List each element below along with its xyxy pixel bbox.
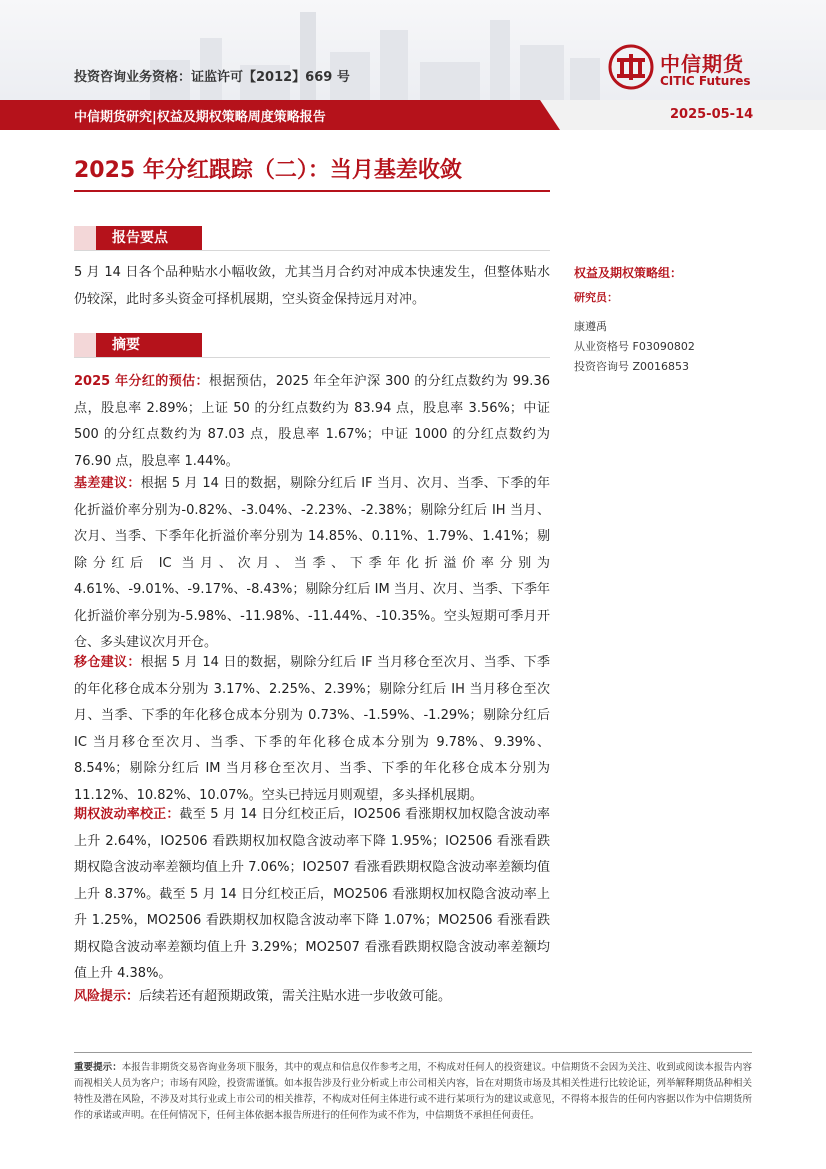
researcher-name: 康遵禹 — [574, 320, 607, 333]
paragraph-label: 期权波动率校正： — [74, 807, 180, 822]
abstract-paragraph-basis — [74, 471, 550, 657]
logo-english-name: CITIC Futures — [660, 74, 751, 88]
consulting-number: 投资咨询号 Z0016853 — [574, 360, 690, 373]
section-divider — [74, 250, 550, 251]
disclaimer-label: 重要提示： — [74, 1062, 122, 1073]
paragraph-text: 根据预估，2025 年全年沪深 300 的分红点数约为 99.36 点，股息率 2.89%；上证 50 的分红点数约为 83.94 点，股息率 3.56%；中证 500 的分红点数约为 87.03 点，股息率 1.67%；中证 1000 的分红点数约为 76.90 点，股息率 1.44%。 — [74, 374, 550, 469]
abstract-paragraph-volatility — [74, 802, 550, 988]
section-divider — [74, 357, 550, 358]
logo-chinese-name: 中信期货 — [660, 52, 744, 76]
paragraph-text: 截至 5 月 14 日分红校正后，IO2506 看涨期权加权隐含波动率上升 2.64%，IO2506 看跌期权加权隐含波动率下降 1.95%；IO2506 看涨看跌期权隐含波动率差额均值上升 7.06%；IO2507 看涨看跌期权隐含波动率差额均值上升 8.37%。截至 5 月 14 日分红校正后，MO2506 看涨期权加权隐含波动率上升 1.25%，MO2506 看跌期权加权隐含波动率下降 1.07%；MO2506 看涨看跌期权隐含波动率差额均值上升 3.29%；MO2507 看涨看跌期权隐含波动率差额均值上升 4.38%。 — [74, 807, 550, 981]
key-points-heading: 报告要点 — [74, 226, 202, 250]
paragraph-text: 根据 5 月 14 日的数据，剔除分红后 IF 当月、次月、当季、下季的年化折溢价率分别为-0.82%、-3.04%、-2.23%、-2.38%；剔除分红后 IH 当月、次月、当季、下季年化折溢价率分别为 14.85%、0.11%、1.79%、1.41%；剔除分红后 IC 当月、次月、当季、下季年化折溢价率分别为 4.61%、-9.01%、-9.17%、-8.43%；剔除分红后 IM 当月、次月、当季、下季年化折溢价率分别为-5.98%、-11.98%、-11.44%、-10.35%。空头短期可季月开仓、多头建议次月开仓。 — [74, 476, 550, 650]
researcher-role: 研究员： — [574, 291, 618, 304]
page-title: 2025 年分红跟踪（二）：当月基差收敛 — [74, 158, 462, 183]
report-series: 中信期货研究|权益及期权策略周度策略报告 — [74, 110, 326, 125]
abstract-paragraph-risk — [74, 984, 550, 1011]
disclaimer — [74, 1060, 752, 1124]
abstract-paragraph-rollover — [74, 650, 550, 809]
report-date: 2025-05-14 — [670, 107, 754, 122]
paragraph-label: 风险提示： — [74, 989, 140, 1004]
footer-divider — [74, 1052, 752, 1053]
title-divider — [74, 190, 550, 192]
research-group: 权益及期权策略组： — [574, 266, 683, 280]
key-points-text: 5 月 14 日各个品种贴水小幅收敛，尤其当月合约对冲成本快速发生，但整体贴水仍较深，此时多头资金可择机展期，空头资金保持远月对冲。 — [74, 265, 550, 307]
paragraph-label: 基差建议： — [74, 476, 141, 491]
paragraph-label: 2025 年分红的预估： — [74, 374, 209, 389]
qualification-number: 从业资格号 F03090802 — [574, 340, 695, 353]
paragraph-text: 后续若还有超预期政策，需关注贴水进一步收敛可能。 — [139, 989, 452, 1004]
abstract-paragraph-dividend — [74, 369, 550, 475]
citic-logo-icon — [608, 44, 654, 90]
paragraph-text: 根据 5 月 14 日的数据，剔除分红后 IF 当月移仓至次月、当季、下季的年化移仓成本分别为 3.17%、2.25%、2.39%；剔除分红后 IH 当月移仓至次月、当季、下季的年化移仓成本分别为 0.73%、-1.59%、-1.29%；剔除分红后 IC 当月移仓至次月、当季、下季的年化移仓成本分别为 9.78%、9.39%、8.54%；剔除分红后 IM 当月移仓至次月、当季、下季的年化移仓成本分别为 11.12%、10.82%、10.07%。空头已持远月则观望，多头择机展期。 — [74, 655, 550, 803]
license-text: 投资咨询业务资格：证监许可【2012】669 号 — [74, 70, 350, 85]
paragraph-label: 移仓建议： — [74, 655, 141, 670]
disclaimer-text: 本报告非期货交易咨询业务项下服务，其中的观点和信息仅作参考之用，不构成对任何人的投资建议。中信期货不会因为关注、收到或阅读本报告内容而视相关人员为客户；市场有风险，投资需谨慎。如本报告涉及行业分析或上市公司相关内容，旨在对期货市场及其相关性进行比较论证，列举解释期货品种相关特性及潜在风险，不涉及对其行业或上市公司的相关推荐，不构成对任何主体进行或不进行某项行为的建议或意见，不得将本报告的任何内容据以作为中信期货所作的承诺或声明。在任何情况下，任何主体依据本报告所进行的任何作为或不作为，中信期货不承担任何责任。 — [74, 1062, 752, 1121]
abstract-heading: 摘要 — [74, 333, 202, 357]
